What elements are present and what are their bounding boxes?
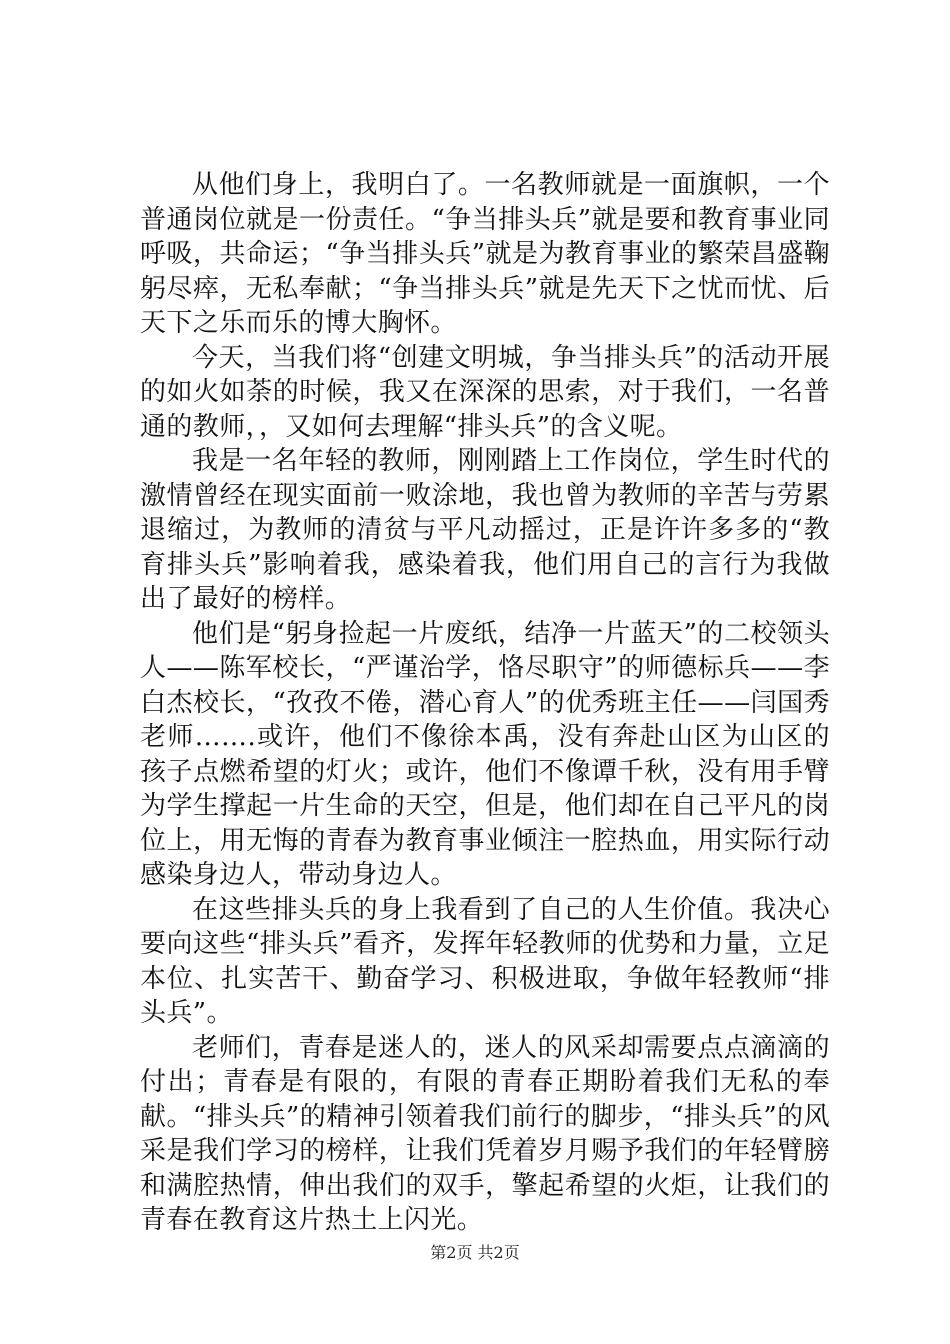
page-number-footer: 第2页 共2页: [430, 1243, 520, 1262]
paragraph-6: 老师们，青春是迷人的，迷人的风采却需要点点滴滴的付出；青春是有限的，有限的青春正期盼着我们无私的奉献。“排头兵”的精神引领着我们前行的脚步，“排头兵”的风采是我们学习的榜样，让我们凭着岁月赐予我们的年轻臂膀和满腔热情，伸出我们的双手，擎起希望的火炬，让我们的青春在教育这片热土上闪光。: [140, 1032, 830, 1235]
document-body: [140, 168, 830, 1238]
paragraph-1: 从他们身上，我明白了。一名教师就是一面旗帜，一个普通岗位就是一份责任。“争当排头兵”就是要和教育事业同呼吸，共命运；“争当排头兵”就是为教育事业的繁荣昌盛鞠躬尽瘁，无私奉献；“争当排头兵”就是先天下之忧而忧、后天下之乐而乐的博大胸怀。: [140, 170, 830, 338]
paragraph-5: 在这些排头兵的身上我看到了自己的人生价值。我决心要向这些“排头兵”看齐，发挥年轻教师的优势和力量，立足本位、扎实苦干、勤奋学习、积极进取，争做年轻教师“排头兵”。: [140, 894, 830, 1028]
paragraph-4: 他们是“躬身捡起一片废纸，结净一片蓝天”的二校领头人——陈军校长，“严谨治学，恪尽职守”的师德标兵——李白杰校长，“孜孜不倦，潜心育人”的优秀班主任——闫国秀老师…….或许，他们不像徐本禹，没有奔赴山区为山区的孩子点燃希望的灯火；或许，他们不像谭千秋，没有用手臂为学生撑起一片生命的天空，但是，他们却在自己平凡的岗位上，用无悔的青春为教育事业倾注一腔热血，用实际行动感染身边人，带动身边人。: [140, 618, 830, 890]
paragraph-3: 我是一名年轻的教师，刚刚踏上工作岗位，学生时代的激情曾经在现实面前一败涂地，我也曾为教师的辛苦与劳累退缩过，为教师的清贫与平凡动摇过，正是许许多多的“教育排头兵”影响着我，感染着我，他们用自己的言行为我做出了最好的榜样。: [140, 446, 830, 614]
paragraph-2: 今天，当我们将“创建文明城，争当排头兵”的活动开展的如火如荼的时候，我又在深深的思索，对于我们，一名普通的教师，，又如何去理解“排头兵”的含义呢。: [140, 342, 830, 442]
